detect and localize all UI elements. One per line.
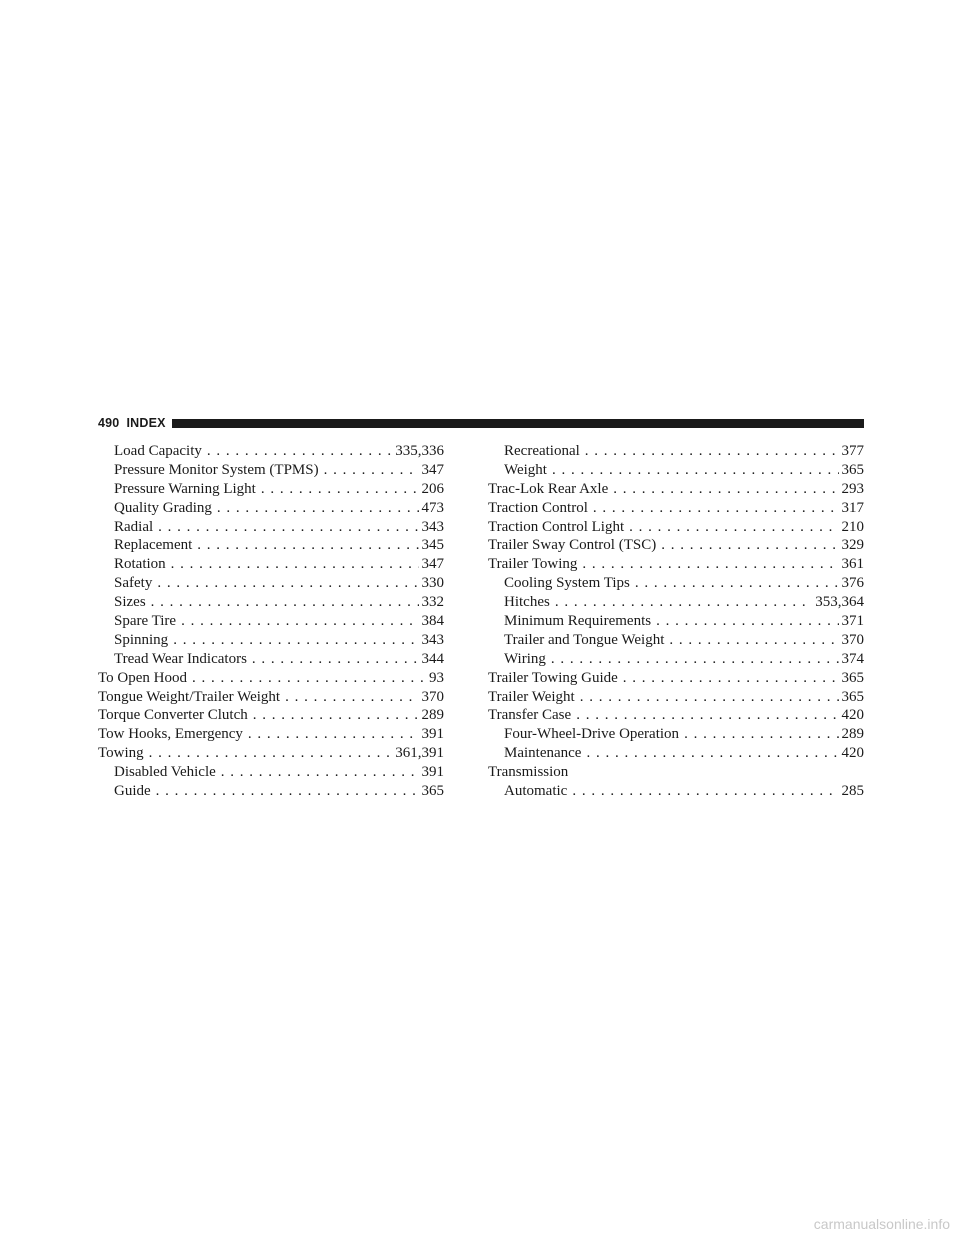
index-page-ref: 365	[841, 669, 864, 686]
dot-leader	[158, 518, 418, 537]
index-page-ref: 343	[421, 518, 444, 535]
index-term: Towing	[98, 745, 144, 762]
dot-leader	[593, 499, 839, 518]
index-term: Torque Converter Clutch	[98, 707, 248, 724]
index-page-ref: 365	[421, 783, 444, 800]
dot-leader	[181, 612, 418, 631]
index-page-ref: 365	[841, 461, 864, 478]
index-term: Four-Wheel-Drive Operation	[504, 726, 680, 743]
index-page-ref: 420	[841, 707, 864, 724]
index-page-ref: 285	[841, 783, 864, 800]
index-term: Spinning	[114, 631, 169, 648]
index-page-ref: 332	[421, 594, 444, 611]
index-entry	[98, 499, 444, 518]
dot-leader	[552, 461, 839, 480]
index-entry	[488, 631, 864, 650]
dot-leader	[261, 480, 419, 499]
dot-leader	[669, 631, 838, 650]
dot-leader	[171, 555, 419, 574]
index-term: Radial	[114, 518, 154, 535]
index-entry	[488, 574, 864, 593]
index-term: Transfer Case	[488, 707, 572, 724]
index-term: Quality Grading	[114, 499, 212, 516]
dot-leader	[151, 593, 419, 612]
index-page-ref: 345	[421, 537, 444, 554]
dot-leader	[252, 650, 419, 669]
dot-leader	[149, 744, 393, 763]
page-number: 490	[98, 416, 120, 430]
index-page-ref: 420	[841, 745, 864, 762]
index-entry	[488, 499, 864, 518]
section-title: INDEX	[126, 416, 166, 430]
index-entry	[98, 461, 444, 480]
index-page-ref: 289	[421, 707, 444, 724]
dot-leader	[197, 536, 418, 555]
index-entry	[488, 706, 864, 725]
dot-leader	[582, 555, 838, 574]
dot-leader	[285, 688, 418, 707]
index-entry	[98, 744, 444, 763]
index-column-left	[98, 442, 444, 801]
dot-leader	[221, 763, 419, 782]
dot-leader	[551, 650, 839, 669]
index-entry	[488, 461, 864, 480]
index-entry	[488, 480, 864, 499]
index-page-ref: 289	[841, 726, 864, 743]
index-term: Rotation	[114, 556, 166, 573]
dot-leader	[635, 574, 839, 593]
index-term: Wiring	[504, 650, 546, 667]
index-term: Traction Control Light	[488, 518, 625, 535]
index-page-ref: 361	[841, 556, 864, 573]
dot-leader	[157, 574, 418, 593]
dot-leader	[586, 744, 838, 763]
index-entry	[98, 518, 444, 537]
dot-leader	[555, 593, 812, 612]
dot-leader	[576, 706, 838, 725]
index-term: Trailer Towing Guide	[488, 669, 618, 686]
watermark: carmanualsonline.info	[813, 1216, 950, 1232]
index-entry	[98, 574, 444, 593]
index-entry	[488, 555, 864, 574]
index-entry	[488, 593, 864, 612]
index-page-ref: 330	[421, 575, 444, 592]
index-term: Safety	[114, 575, 153, 592]
index-page-ref: 473	[421, 499, 444, 516]
index-page-ref: 377	[841, 443, 864, 459]
index-page-ref: 391	[421, 726, 444, 743]
index-page-ref: 391	[421, 764, 444, 781]
index-page-ref: 353,364	[815, 594, 864, 611]
dot-leader	[248, 725, 419, 744]
index-entry	[488, 782, 864, 801]
index-page-ref: 365	[841, 688, 864, 705]
index-term: Cooling System Tips	[504, 575, 630, 592]
index-column-right	[488, 442, 864, 801]
index-term: Traction Control	[488, 499, 588, 516]
dot-leader	[623, 669, 839, 688]
index-term: Disabled Vehicle	[114, 764, 216, 781]
dot-leader	[217, 499, 419, 518]
index-term: Tread Wear Indicators	[114, 650, 247, 667]
index-page-ref: 93	[429, 669, 444, 686]
dot-leader	[572, 782, 838, 801]
dot-leader	[656, 612, 838, 631]
index-page-ref: 293	[841, 480, 864, 497]
index-term: Tongue Weight/Trailer Weight	[98, 688, 281, 705]
index-entry	[98, 725, 444, 744]
index-entry	[488, 725, 864, 744]
index-entry	[488, 536, 864, 555]
index-term: Trailer and Tongue Weight	[504, 631, 665, 648]
index-term: Replacement	[114, 537, 193, 554]
index-entry	[488, 518, 864, 537]
index-page-ref: 371	[841, 613, 864, 630]
index-entry	[98, 593, 444, 612]
index-term: Guide	[114, 783, 151, 800]
index-page-ref: 343	[421, 631, 444, 648]
index-entry	[488, 763, 864, 782]
dot-leader	[661, 536, 838, 555]
index-term: Trac-Lok Rear Axle	[488, 480, 609, 497]
index-term: Trailer Weight	[488, 688, 575, 705]
index-entry	[98, 555, 444, 574]
index-term: Pressure Monitor System (TPMS)	[114, 461, 319, 478]
index-page-ref: 329	[841, 537, 864, 554]
dot-leader	[580, 688, 839, 707]
index-page-ref: 210	[841, 518, 864, 535]
index-entry	[98, 669, 444, 688]
index-entry	[488, 612, 864, 631]
index-entry	[488, 650, 864, 669]
index-term: To Open Hood	[98, 669, 187, 686]
index-page-ref: 384	[421, 613, 444, 630]
index-entry	[98, 480, 444, 499]
index-term: Tow Hooks, Emergency	[98, 726, 243, 743]
index-page-ref: 361,391	[395, 745, 444, 762]
index-page-ref: 335,336	[395, 443, 444, 459]
index-page-ref: 347	[421, 556, 444, 573]
index-entry	[488, 744, 864, 763]
index-entry	[98, 688, 444, 707]
index-entry	[98, 763, 444, 782]
index-entry	[98, 706, 444, 725]
dot-leader	[613, 480, 838, 499]
index-term: Load Capacity	[114, 443, 202, 459]
index-term: Pressure Warning Light	[114, 480, 256, 497]
dot-leader	[253, 706, 419, 725]
index-page-ref: 370	[841, 631, 864, 648]
dot-leader	[173, 631, 418, 650]
index-entry	[98, 442, 444, 461]
index-entry	[98, 536, 444, 555]
index-term: Recreational	[504, 443, 580, 459]
dot-leader	[324, 461, 419, 480]
index-term: Transmission	[488, 764, 569, 781]
page-header	[98, 414, 864, 432]
dot-leader	[585, 442, 839, 461]
index-page-ref: 370	[421, 688, 444, 705]
index-term: Maintenance	[504, 745, 582, 762]
index-entry	[98, 782, 444, 801]
header-label	[98, 416, 166, 430]
index-page-ref: 374	[841, 650, 864, 667]
index-entry	[98, 612, 444, 631]
index-term: Minimum Requirements	[504, 613, 652, 630]
index-entry	[488, 442, 864, 461]
dot-leader	[207, 442, 392, 461]
index-entry	[98, 631, 444, 650]
index-page-ref: 344	[421, 650, 444, 667]
index-term: Trailer Towing	[488, 556, 578, 573]
index-page-ref: 206	[421, 480, 444, 497]
header-rule	[172, 419, 864, 428]
dot-leader	[192, 669, 426, 688]
dot-leader	[629, 518, 838, 537]
index-term: Sizes	[114, 594, 146, 611]
dot-leader	[684, 725, 838, 744]
index-term: Automatic	[504, 783, 568, 800]
index-term: Weight	[504, 461, 547, 478]
dot-leader	[156, 782, 419, 801]
index-term: Hitches	[504, 594, 550, 611]
index-page-ref: 347	[421, 461, 444, 478]
index-entry	[488, 669, 864, 688]
index-term: Trailer Sway Control (TSC)	[488, 537, 657, 554]
index-term: Spare Tire	[114, 613, 177, 630]
index-entry	[488, 688, 864, 707]
index-page-ref: 317	[841, 499, 864, 516]
index-page-ref: 376	[841, 575, 864, 592]
index-entry	[98, 650, 444, 669]
